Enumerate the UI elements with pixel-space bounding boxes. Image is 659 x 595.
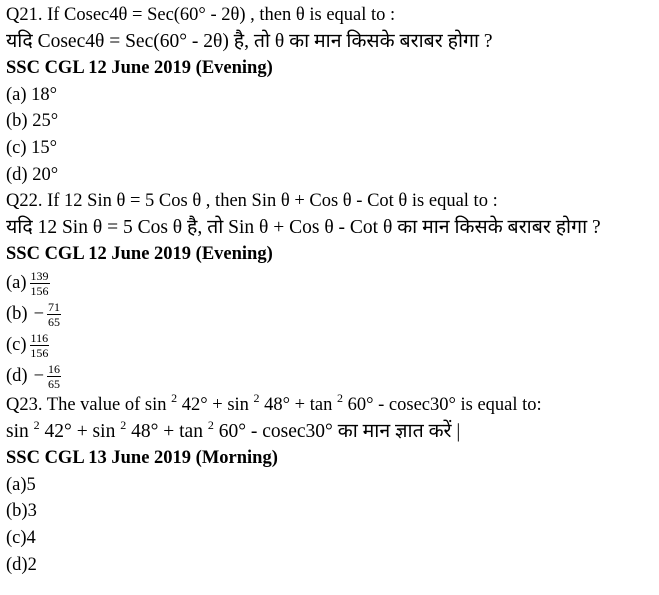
fraction [30,332,50,359]
question-23-text [6,392,659,419]
q22-option-b [6,299,659,330]
q23-option-c: (c)4 [6,527,36,548]
fraction-numerator: 116 [30,330,49,345]
fraction [30,270,50,297]
q22-option-c [6,330,659,361]
q23-hindi-part: sin [6,420,29,442]
exponent: 2 [33,417,40,432]
exponent: 2 [207,417,214,432]
q21-option-b: (b) 25° [6,111,59,132]
option-label: (a) [6,272,27,293]
fraction [47,301,61,328]
fraction-denominator: 156 [30,283,49,298]
question-23-source: SSC CGL 13 June 2019 (Morning) [6,448,278,469]
q23-text-part: 42° + sin [177,394,249,415]
question-21-source: SSC CGL 12 June 2019 (Evening) [6,58,273,79]
q23-option-b: (b)3 [6,501,37,522]
fraction-denominator: 65 [48,376,61,391]
q23-hindi-part: 48° + tan [126,420,203,442]
option-label: (d) [6,365,28,386]
q21-option-a: (a) 18° [6,84,58,105]
option-label: (b) [6,303,28,324]
minus-sign: − [33,365,45,386]
question-22-hindi: यदि 12 Sin θ = 5 Cos θ है, तो Sin θ + Cos θ - Cot θ का मान किसके बराबर होगा ? [6,216,601,238]
q21-option-c: (c) 15° [6,137,58,158]
q23-text-part: 48° + tan [259,394,333,415]
fraction-denominator: 65 [48,314,61,329]
fraction-numerator: 71 [48,299,61,314]
fraction [47,363,61,390]
minus-sign: − [33,303,45,324]
fraction-numerator: 139 [30,268,49,283]
q23-hindi-part: 42° + sin [39,420,116,442]
q22-option-a [6,268,659,299]
exponent: 2 [120,417,127,432]
question-22-source: SSC CGL 12 June 2019 (Evening) [6,244,273,265]
exponent: 2 [336,390,343,405]
exponent: 2 [253,390,260,405]
q22-option-d [6,361,659,392]
q23-option-d: (d)2 [6,554,37,575]
q23-option-a: (a)5 [6,474,36,495]
exponent: 2 [171,390,178,405]
question-21-hindi: यदि Cosec4θ = Sec(60° - 2θ) है, तो θ का मान किसके बराबर होगा ? [6,30,493,52]
q21-option-d: (d) 20° [6,164,59,185]
q23-hindi-part: 60° - cosec30° का मान ज्ञात करें | [213,420,461,442]
question-21-text: Q21. If Cosec4θ = Sec(60° - 2θ) , then θ is equal to : [6,5,396,25]
q23-text-part: 60° - cosec30° is equal to: [342,394,542,415]
q23-text-part: Q23. The value of sin [6,394,167,415]
option-label: (c) [6,334,27,355]
question-22-text: Q22. If 12 Sin θ = 5 Cos θ , then Sin θ + Cos θ - Cot θ is equal to : [6,191,498,212]
question-23-hindi [6,419,659,446]
fraction-numerator: 16 [48,361,61,376]
fraction-denominator: 156 [30,345,49,360]
